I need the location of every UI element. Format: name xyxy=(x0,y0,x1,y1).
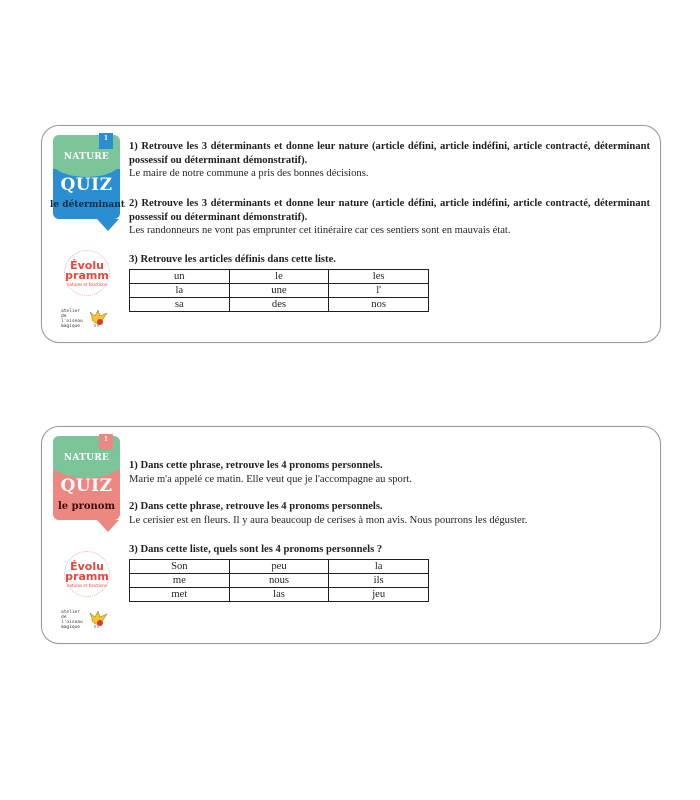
table-cell: un xyxy=(130,269,230,283)
badge-title: QUIZ xyxy=(60,476,113,496)
table-cell: nos xyxy=(329,297,429,311)
table-cell: nous xyxy=(229,573,329,587)
table-cell: met xyxy=(130,587,230,601)
table-row xyxy=(130,573,429,587)
question-3 xyxy=(129,253,650,312)
question-1 xyxy=(129,140,650,180)
arrow-down-icon xyxy=(97,219,119,231)
bird-icon xyxy=(87,308,109,328)
question-2 xyxy=(129,197,650,237)
table-cell: les xyxy=(329,269,429,283)
table-cell: une xyxy=(229,283,329,297)
table-row xyxy=(130,283,429,297)
bird-icon xyxy=(87,609,109,629)
evolugramm-logo: Évolu pramm natures et fonctions xyxy=(61,250,113,300)
quiz-card-determinant xyxy=(41,125,661,343)
table-row xyxy=(130,559,429,573)
table-row xyxy=(130,269,429,283)
question-prompt: 2) Dans cette phrase, retrouve les 4 pronoms personnels. xyxy=(129,501,383,512)
table-cell: le xyxy=(229,269,329,283)
badge-category: NATURE xyxy=(63,152,110,162)
table-cell: l' xyxy=(329,283,429,297)
table-cell: sa xyxy=(130,297,230,311)
table-cell: jeu xyxy=(329,587,429,601)
question-3 xyxy=(129,543,650,602)
word-table xyxy=(129,559,429,602)
question-sentence: Les randonneurs ne vont pas emprunter cet itinéraire car ces sentiers sont en mauvais état. xyxy=(129,225,511,236)
badge-title: QUIZ xyxy=(60,175,113,195)
question-2 xyxy=(129,500,650,527)
table-cell: Son xyxy=(130,559,230,573)
word-table xyxy=(129,269,429,312)
quiz-badge xyxy=(50,135,125,230)
table-cell: las xyxy=(229,587,329,601)
badge-subtitle: le déterminant xyxy=(50,200,125,210)
question-prompt: 3) Dans cette liste, quels sont les 4 pronoms personnels ? xyxy=(129,544,383,555)
bookmark-number-icon: 1 xyxy=(99,434,113,450)
evolugramm-logo: Évolu pramm natures et fonctions xyxy=(61,551,113,601)
table-row xyxy=(130,297,429,311)
table-cell: ils xyxy=(329,573,429,587)
badge-category: NATURE xyxy=(63,453,110,463)
table-row xyxy=(130,587,429,601)
atelier-oiseau-magique-logo: atelier de l'oiseau magique xyxy=(61,609,113,635)
question-prompt: 2) Retrouve les 3 déterminants et donne leur nature (article défini, article indéfini, article contracté, déterminant possessif ou déterminant démonstratif). xyxy=(129,198,650,223)
badge-subtitle: le pronom xyxy=(57,501,116,512)
question-prompt: 3) Retrouve les articles définis dans cette liste. xyxy=(129,254,336,265)
quiz-badge xyxy=(53,436,120,531)
bookmark-number-icon: 1 xyxy=(99,133,113,149)
atelier-oiseau-magique-logo: atelier de l'oiseau magique xyxy=(61,308,113,334)
question-sentence: Marie m'a appelé ce matin. Elle veut que je l'accompagne au sport. xyxy=(129,473,412,485)
question-sentence: Le cerisier est en fleurs. Il y aura beaucoup de cerises à mon avis. Nous pourrons les déguster. xyxy=(129,514,528,526)
arrow-down-icon xyxy=(97,520,119,532)
question-sentence: Le maire de notre commune a pris des bonnes décisions. xyxy=(129,168,369,179)
question-1 xyxy=(129,459,650,486)
table-cell: me xyxy=(130,573,230,587)
table-cell: la xyxy=(329,559,429,573)
table-cell: peu xyxy=(229,559,329,573)
table-cell: des xyxy=(229,297,329,311)
table-cell: la xyxy=(130,283,230,297)
question-prompt: 1) Dans cette phrase, retrouve les 4 pronoms personnels. xyxy=(129,460,383,471)
question-prompt: 1) Retrouve les 3 déterminants et donne leur nature (article défini, article indéfini, article contracté, déterminant possessif ou déterminant démonstratif). xyxy=(129,141,650,166)
quiz-card-pronom xyxy=(41,426,661,644)
